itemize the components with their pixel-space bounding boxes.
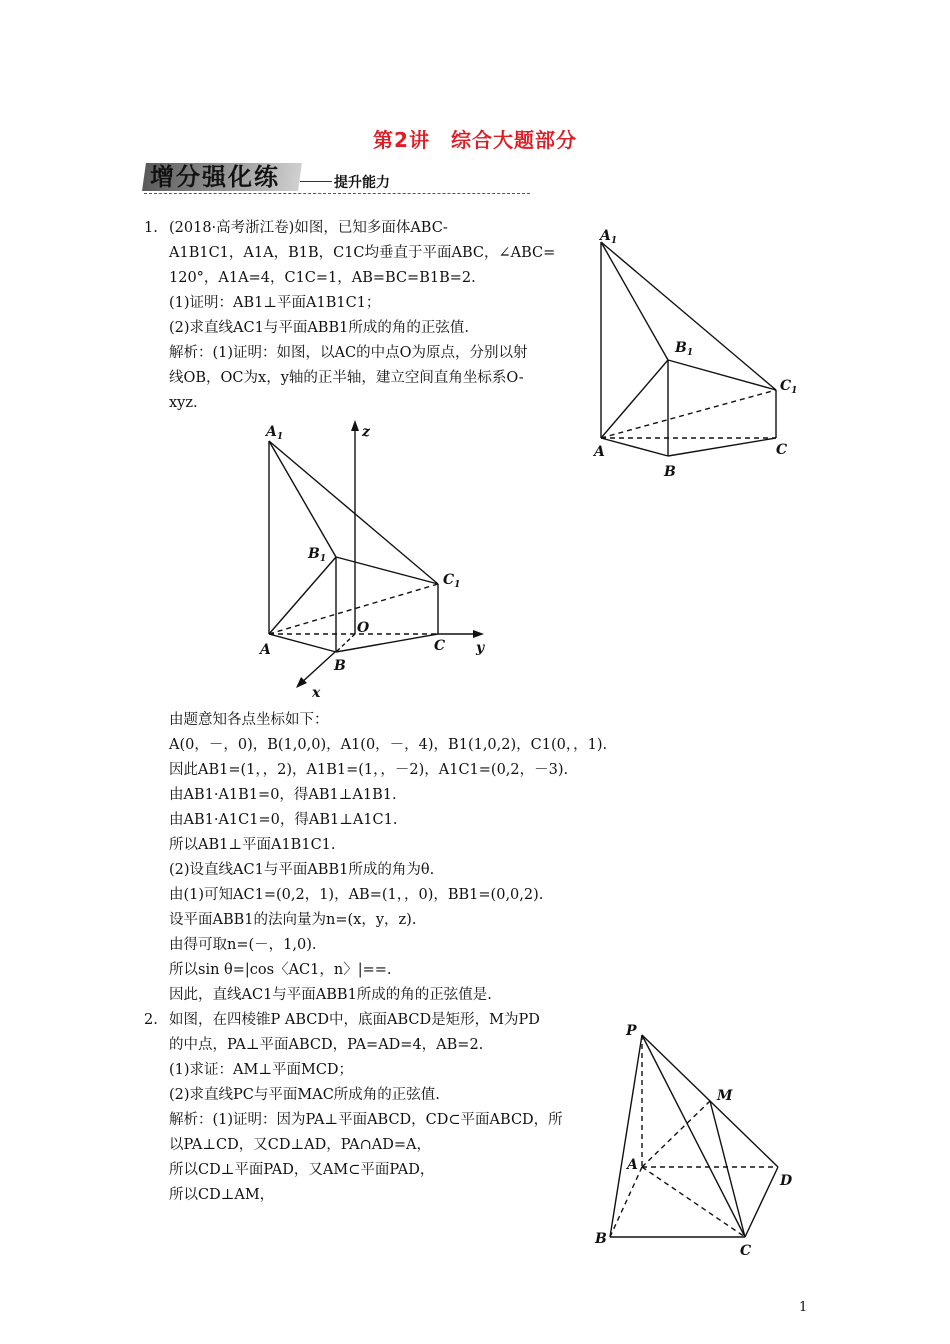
problem1-number: 1. [144,220,158,236]
solution-line: 由AB1·A1C1=0，得AB1⊥A1C1. [169,812,398,828]
label-A1: $A_1$ [266,424,284,442]
edge-CD [745,1167,778,1237]
problem1-line: 线OB，OC为x，y轴的正半轴，建立空间直角坐标系O- [169,370,524,386]
z-axis-arrow [351,420,359,431]
problem2-line: (1)求证：AM⊥平面MCD； [169,1062,354,1078]
label-C1: $C_1$ [443,572,461,590]
solution-line: 由(1)可知AC1=(0,2，1)，AB=(1，，0)，BB1=(0,0,2). [169,887,544,903]
problem1-line: (2)求直线AC1与平面ABB1所成的角的正弦值. [169,320,469,336]
solution-line: A(0，－，0)，B(1,0,0)，A1(0，－，4)，B1(1,0,2)，C1(0，，1). [169,737,608,753]
problem2-line: 所以CD⊥平面PAD，又AM⊂平面PAD， [169,1162,435,1178]
solution-line: 设平面ABB1的法向量为n=(x，y，z). [169,912,417,928]
label-B: B [334,658,346,674]
pyramid-figure [590,1015,805,1260]
edge-A1C1 [601,242,776,390]
label-A: A [594,444,605,460]
solution-line: 所以AB1⊥平面A1B1C1. [169,837,336,853]
edge-AB [601,438,668,456]
label-y: y [476,640,485,656]
label-P: P [626,1023,637,1039]
polyhedron-figure [588,222,803,484]
y-axis-arrow [473,630,484,638]
edge-A1B1 [269,441,336,557]
coordinate-figure [250,414,495,704]
banner-divider [144,193,530,194]
label-A1: $A_1$ [600,228,618,246]
label-A: A [627,1157,638,1173]
problem2-line: 以PA⊥CD，又CD⊥AD，PA∩AD=A， [169,1137,431,1153]
edge-AB1 [269,557,336,634]
label-C: C [776,442,788,458]
x-axis-visible [300,652,335,684]
problem2-line: (2)求直线PC与平面MAC所成角的正弦值. [169,1087,440,1103]
edge-A1B1 [601,242,668,360]
edge-AC1-hidden [601,390,776,438]
label-C: C [434,638,446,654]
problem2-line: 如图，在四棱锥P ABCD中，底面ABCD是矩形，M为PD [169,1012,540,1028]
label-B: B [664,464,676,480]
section-banner [142,163,302,191]
edge-B1C1 [668,360,776,390]
banner-dash [300,181,332,182]
edge-PB [610,1035,642,1237]
banner-main-text: 增分强化练 [150,163,280,191]
problem1-line: 解析：(1)证明：如图，以AC的中点O为原点，分别以射 [169,345,528,361]
problem2-line: 所以CD⊥AM， [169,1187,275,1203]
label-O: O [357,620,370,636]
solution-line: 由得可取n=(－，1,0). [169,937,317,953]
problem2-line: 解析：(1)证明：因为PA⊥平面ABCD，CD⊂平面ABCD，所 [169,1112,563,1128]
label-B: B [595,1231,607,1247]
label-x: x [312,685,321,701]
label-D: D [780,1173,793,1189]
solution-line: 因此，直线AC1与平面ABB1所成的角的正弦值是. [169,987,492,1003]
solution-line: (2)设直线AC1与平面ABB1所成的角为θ. [169,862,435,878]
edge-AM-hidden [642,1101,710,1167]
page-title: 第2讲 综合大题部分 [373,128,577,152]
edge-AB1 [601,360,668,438]
solution-line: 因此AB1=(1，，2)，A1B1=(1，，－2)，A1C1=(0,2，－3). [169,762,569,778]
solution-line: 由题意知各点坐标如下： [169,712,329,728]
edge-AB-hidden [610,1167,642,1237]
label-B1: $B_1$ [675,340,694,358]
label-B1: $B_1$ [308,546,327,564]
label-z: z [362,424,370,440]
label-C: C [740,1243,752,1259]
label-M: M [717,1088,733,1104]
solution-line: 所以sin θ=|cos〈AC1，n〉|==. [169,962,392,978]
solution-line: 由AB1·A1B1=0，得AB1⊥A1B1. [169,787,397,803]
edge-PC [642,1035,745,1237]
label-A: A [260,642,271,658]
problem1-line: 120°，A1A=4，C1C=1，AB=BC=B1B=2. [169,270,476,286]
problem2-number: 2. [144,1012,158,1028]
edge-BC [336,634,438,652]
problem1-line: (1)证明：AB1⊥平面A1B1C1； [169,295,381,311]
edge-MC [710,1101,745,1237]
problem1-line: (2018·高考浙江卷)如图，已知多面体ABC- [169,220,448,236]
edge-A1C1 [269,441,438,584]
problem1-line: xyz. [169,395,198,411]
edge-BC [668,438,776,456]
edge-AC1-hidden [269,584,438,634]
label-C1: $C_1$ [780,378,798,396]
problem2-line: 的中点，PA⊥平面ABCD，PA=AD=4，AB=2. [169,1037,484,1053]
edge-AB [269,634,336,652]
problem1-line: A1B1C1，A1A，B1B，C1C均垂直于平面ABC，∠ABC= [169,245,556,261]
page-number: 1 [799,1300,808,1315]
banner-subtitle: 提升能力 [334,175,390,191]
